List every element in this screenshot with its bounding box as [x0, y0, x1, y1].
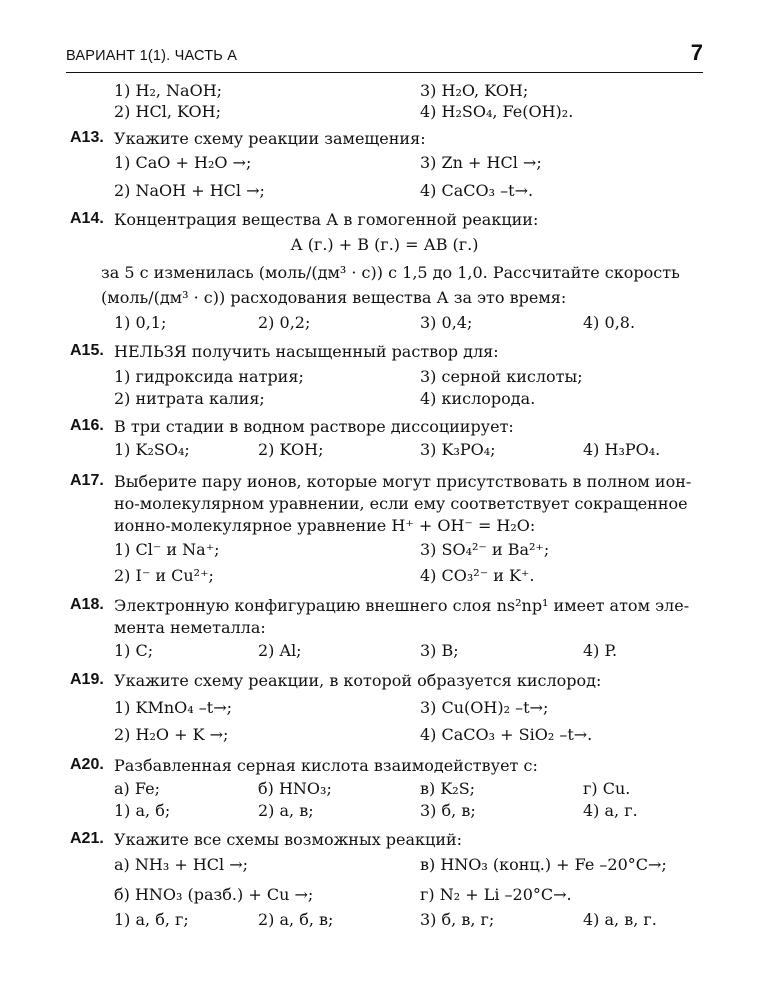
question-text: Укажите все схемы возможных реакций: — [114, 830, 463, 849]
a21-scheme-b: б) HNO₃ (разб.) + Cu →; — [114, 885, 314, 904]
a15-question — [0, 342, 769, 368]
question-number: А20. — [70, 756, 104, 773]
a17-option-2: 2) I⁻ и Cu²⁺; — [114, 566, 214, 585]
a16-option-3: 3) K₃PO₄; — [420, 440, 496, 459]
a14-option-3: 3) 0,4; — [420, 313, 473, 332]
question-number: А13. — [70, 129, 104, 146]
a18-option-2: 2) Al; — [258, 641, 302, 660]
a20-option-3: 3) б, в; — [420, 801, 476, 820]
a17-row-1 — [0, 540, 769, 566]
a14-text-line-3 — [0, 263, 769, 289]
a18-option-4: 4) P. — [583, 641, 618, 660]
a13-option-3: 3) Zn + HCl →; — [420, 153, 542, 172]
header-title: ВАРИАНТ 1(1). ЧАСТЬ А — [66, 48, 238, 64]
a12-row-2 — [0, 102, 769, 128]
question-number: А18. — [70, 596, 104, 613]
a13-row-1 — [0, 153, 769, 179]
question-text: Разбавленная серная кислота взаимодействует с: — [114, 756, 538, 775]
a12-option-2: 2) HCl, KOH; — [114, 102, 221, 121]
a20-option-1: 1) а, б; — [114, 801, 171, 820]
question-number: А19. — [70, 671, 104, 688]
a16-option-1: 1) K₂SO₄; — [114, 440, 190, 459]
a19-option-4: 4) CaCO₃ + SiO₂ –t→. — [420, 725, 593, 744]
a18-options — [0, 641, 769, 667]
page-header — [66, 40, 703, 73]
question-text: ионно-молекулярное уравнение H⁺ + OH⁻ = H₂O: — [114, 516, 536, 535]
reaction-equation: А (г.) + В (г.) = АВ (г.) — [290, 235, 479, 254]
question-text: Электронную конфигурацию внешнего слоя ns²np¹ имеет атом эле- — [114, 596, 690, 615]
a15-row-2 — [0, 389, 769, 415]
a21-scheme-v: в) HNO₃ (конц.) + Fe –20°C→; — [420, 855, 667, 874]
a20-substance-v: в) K₂S; — [420, 779, 476, 798]
question-text: Выберите пару ионов, которые могут присутствовать в полном ион- — [114, 472, 692, 491]
a21-scheme-g: г) N₂ + Li –20°C→. — [420, 885, 572, 904]
a14-option-4: 4) 0,8. — [583, 313, 636, 332]
a20-option-4: 4) а, г. — [583, 801, 638, 820]
question-text: Укажите схему реакции замещения: — [114, 129, 426, 148]
a21-row-2 — [0, 885, 769, 911]
a14-equation-row — [0, 235, 769, 261]
a21-options — [0, 910, 769, 936]
a21-option-3: 3) б, в, г; — [420, 910, 495, 929]
a13-question — [0, 129, 769, 155]
a21-question — [0, 830, 769, 856]
question-text: (моль/(дм³ · с)) расходования вещества А за это время: — [101, 288, 567, 307]
a15-option-4: 4) кислорода. — [420, 389, 536, 408]
a21-option-2: 2) а, б, в; — [258, 910, 334, 929]
a18-option-1: 1) C; — [114, 641, 154, 660]
a17-text-line-3 — [0, 516, 769, 542]
a17-option-4: 4) CO₃²⁻ и K⁺. — [420, 566, 535, 585]
a18-option-3: 3) B; — [420, 641, 459, 660]
a16-options — [0, 440, 769, 466]
question-text: Концентрация вещества А в гомогенной реакции: — [114, 210, 539, 229]
a16-option-4: 4) H₃PO₄. — [583, 440, 661, 459]
a17-row-2 — [0, 566, 769, 592]
a19-option-3: 3) Cu(OH)₂ –t→; — [420, 698, 549, 717]
a14-option-1: 1) 0,1; — [114, 313, 167, 332]
a14-options — [0, 313, 769, 339]
a19-row-2 — [0, 725, 769, 751]
a21-option-1: 1) а, б, г; — [114, 910, 189, 929]
a14-option-2: 2) 0,2; — [258, 313, 311, 332]
a19-option-2: 2) H₂O + K →; — [114, 725, 229, 744]
question-text: В три стадии в водном растворе диссоциирует: — [114, 417, 514, 436]
a19-option-1: 1) KMnO₄ –t→; — [114, 698, 232, 717]
a20-substance-g: г) Cu. — [583, 779, 631, 798]
question-number: А16. — [70, 417, 104, 434]
a17-option-1: 1) Cl⁻ и Na⁺; — [114, 540, 220, 559]
a17-option-3: 3) SO₄²⁻ и Ba²⁺; — [420, 540, 550, 559]
a12-option-4: 4) H₂SO₄, Fe(OH)₂. — [420, 102, 574, 121]
question-number: А21. — [70, 830, 104, 847]
a12-option-3: 3) H₂O, KOH; — [420, 81, 529, 100]
a15-option-1: 1) гидроксида натрия; — [114, 367, 304, 386]
a19-row-1 — [0, 698, 769, 724]
a13-option-4: 4) CaCO₃ –t→. — [420, 181, 534, 200]
a14-text-line-4 — [0, 288, 769, 314]
a21-option-4: 4) а, в, г. — [583, 910, 657, 929]
a19-question — [0, 671, 769, 697]
a16-option-2: 2) KOH; — [258, 440, 324, 459]
a13-row-2 — [0, 181, 769, 207]
a15-option-3: 3) серной кислоты; — [420, 367, 583, 386]
question-number: А17. — [70, 472, 104, 489]
page-number: 7 — [690, 40, 703, 65]
a20-options — [0, 801, 769, 827]
a20-substance-a: а) Fe; — [114, 779, 160, 798]
a12-option-1: 1) H₂, NaOH; — [114, 81, 223, 100]
question-text: Укажите схему реакции, в которой образуется кислород: — [114, 671, 602, 690]
question-number: А15. — [70, 342, 104, 359]
question-number: А14. — [70, 210, 104, 227]
question-text: НЕЛЬЗЯ получить насыщенный раствор для: — [114, 342, 499, 361]
question-text: но-молекулярном уравнении, если ему соответствует сокращенное — [114, 494, 688, 513]
a13-option-2: 2) NaOH + HCl →; — [114, 181, 265, 200]
question-text: за 5 с изменилась (моль/(дм³ · с)) с 1,5 до 1,0. Рассчитайте скорость — [101, 263, 680, 282]
a15-option-2: 2) нитрата калия; — [114, 389, 265, 408]
a20-option-2: 2) а, в; — [258, 801, 314, 820]
question-text: мента неметалла: — [114, 618, 266, 637]
a21-row-1 — [0, 855, 769, 881]
a21-scheme-a: а) NH₃ + HCl →; — [114, 855, 249, 874]
a13-option-1: 1) CaO + H₂O →; — [114, 153, 252, 172]
a14-question — [0, 210, 769, 236]
a20-substance-b: б) HNO₃; — [258, 779, 332, 798]
